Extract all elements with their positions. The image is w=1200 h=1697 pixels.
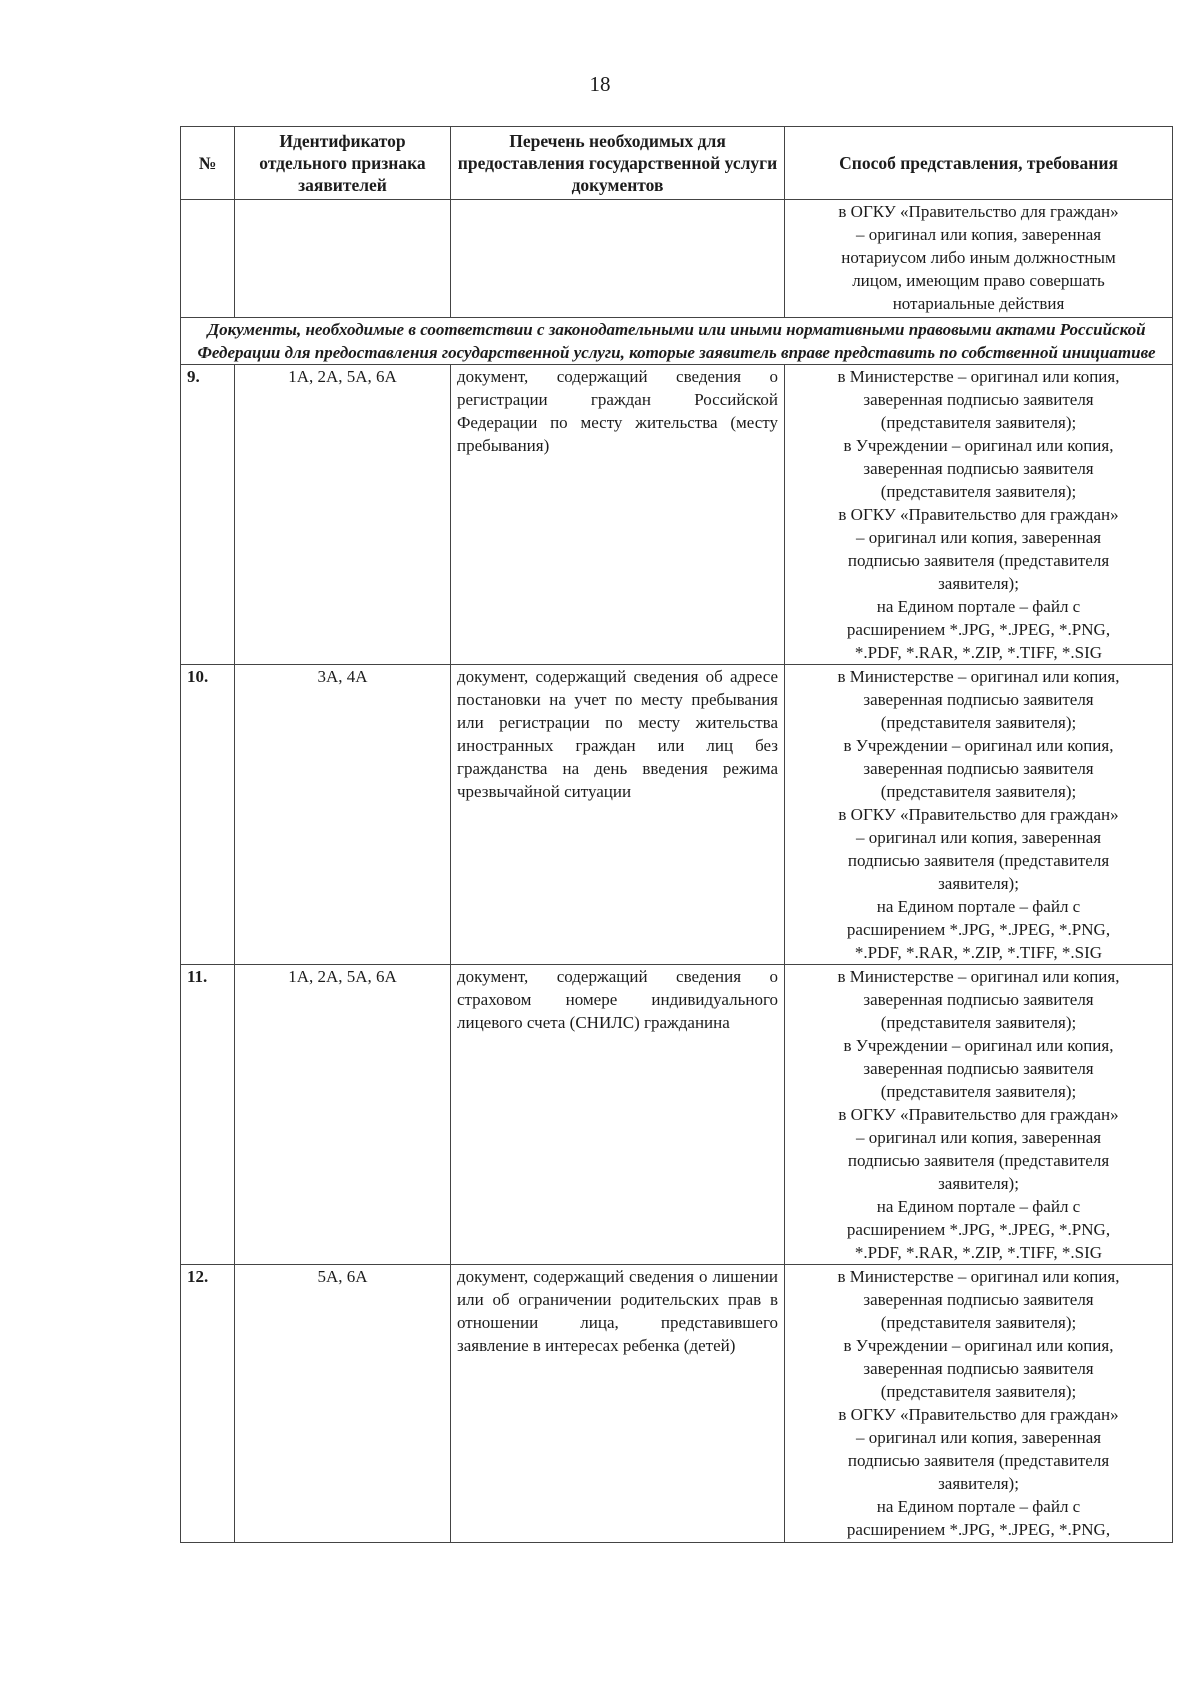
method-line: расширением *.JPG, *.JPEG, *.PNG, bbox=[846, 1520, 1111, 1539]
method-line: заверенная подписью заявителя bbox=[863, 690, 1094, 709]
method-line: в Учреждении – оригинал или копия, bbox=[843, 436, 1114, 455]
header-method: Способ представления, требования bbox=[785, 127, 1173, 200]
method-line: в Учреждении – оригинал или копия, bbox=[843, 1036, 1114, 1055]
method-line: заверенная подписью заявителя bbox=[863, 990, 1094, 1009]
section-heading: Документы, необходимые в соответствии с законодательными или иными нормативными правовыми актами Российской Федерации для предоставления государственной услуги, которые заявитель вправе представить по собственной инициативе bbox=[181, 318, 1173, 365]
header-identifier: Идентификатор отдельного признака заявителей bbox=[235, 127, 451, 200]
cell-identifier bbox=[235, 200, 451, 318]
row-identifiers: 1А, 2А, 5А, 6А bbox=[235, 965, 451, 1265]
method-line: в ОГКУ «Правительство для граждан» bbox=[838, 202, 1119, 221]
method-line: подписью заявителя (представителя bbox=[847, 1151, 1110, 1170]
method-line: заявителя); bbox=[938, 874, 1019, 893]
method-line: – оригинал или копия, заверенная bbox=[855, 1428, 1102, 1447]
method-line: в Учреждении – оригинал или копия, bbox=[843, 736, 1114, 755]
method-line: подписью заявителя (представителя bbox=[847, 851, 1110, 870]
row-number: 12. bbox=[181, 1265, 235, 1543]
row-method bbox=[785, 1265, 1173, 1543]
method-line: на Едином портале – файл с bbox=[876, 897, 1081, 916]
row-document: документ, содержащий сведения о лишении или об ограничении родительских прав в отношении лица, представившего заявление в интересах ребенка (детей) bbox=[451, 1265, 785, 1543]
method-line: заявителя); bbox=[938, 1474, 1019, 1493]
table-row bbox=[181, 965, 1173, 1265]
method-line: в Министерстве – оригинал или копия, bbox=[837, 1267, 1120, 1286]
method-line: лицом, имеющим право совершать bbox=[852, 271, 1105, 290]
method-line: в ОГКУ «Правительство для граждан» bbox=[838, 505, 1119, 524]
method-line: *.PDF, *.RAR, *.ZIP, *.TIFF, *.SIG bbox=[854, 943, 1103, 962]
row-method bbox=[785, 365, 1173, 665]
table-row bbox=[181, 1265, 1173, 1543]
method-line: заверенная подписью заявителя bbox=[863, 759, 1094, 778]
row-identifiers: 3А, 4А bbox=[235, 665, 451, 965]
method-line: заверенная подписью заявителя bbox=[863, 1359, 1094, 1378]
method-line: – оригинал или копия, заверенная bbox=[855, 528, 1102, 547]
table-header-row bbox=[181, 127, 1173, 200]
method-line: в Министерстве – оригинал или копия, bbox=[837, 667, 1120, 686]
method-line: заявителя); bbox=[938, 574, 1019, 593]
method-line: заверенная подписью заявителя bbox=[863, 390, 1094, 409]
method-line: расширением *.JPG, *.JPEG, *.PNG, bbox=[846, 920, 1111, 939]
row-number: 9. bbox=[181, 365, 235, 665]
row-document: документ, содержащий сведения о регистрации граждан Российской Федерации по месту жительства (месту пребывания) bbox=[451, 365, 785, 665]
method-line: в ОГКУ «Правительство для граждан» bbox=[838, 805, 1119, 824]
method-line: (представителя заявителя); bbox=[880, 482, 1077, 501]
method-line: (представителя заявителя); bbox=[880, 1382, 1077, 1401]
method-line: в Учреждении – оригинал или копия, bbox=[843, 1336, 1114, 1355]
page-number: 18 bbox=[589, 72, 611, 96]
table-row-continued bbox=[181, 200, 1173, 318]
row-identifiers: 1А, 2А, 5А, 6А bbox=[235, 365, 451, 665]
row-number: 11. bbox=[181, 965, 235, 1265]
documents-table bbox=[180, 126, 1173, 1543]
method-line: (представителя заявителя); bbox=[880, 1013, 1077, 1032]
method-line: *.PDF, *.RAR, *.ZIP, *.TIFF, *.SIG bbox=[854, 1243, 1103, 1262]
row-method bbox=[785, 965, 1173, 1265]
method-line: в Министерстве – оригинал или копия, bbox=[837, 967, 1120, 986]
method-line: нотариусом либо иным должностным bbox=[841, 248, 1116, 267]
row-method bbox=[785, 665, 1173, 965]
method-line: в Министерстве – оригинал или копия, bbox=[837, 367, 1120, 386]
row-document: документ, содержащий сведения об адресе постановки на учет по месту пребывания или регистрации по месту жительства иностранных граждан или лиц без гражданства на день введения режима чрезвычайной ситуации bbox=[451, 665, 785, 965]
method-line: заявителя); bbox=[938, 1174, 1019, 1193]
table-row bbox=[181, 365, 1173, 665]
cell-number bbox=[181, 200, 235, 318]
method-line: расширением *.JPG, *.JPEG, *.PNG, bbox=[846, 620, 1111, 639]
method-line: на Едином портале – файл с bbox=[876, 597, 1081, 616]
method-line: подписью заявителя (представителя bbox=[847, 551, 1110, 570]
method-line: заверенная подписью заявителя bbox=[863, 1290, 1094, 1309]
method-line: подписью заявителя (представителя bbox=[847, 1451, 1110, 1470]
method-line: *.PDF, *.RAR, *.ZIP, *.TIFF, *.SIG bbox=[854, 643, 1103, 662]
method-line: заверенная подписью заявителя bbox=[863, 1059, 1094, 1078]
cell-method bbox=[785, 200, 1173, 318]
cell-document bbox=[451, 200, 785, 318]
method-line: (представителя заявителя); bbox=[880, 782, 1077, 801]
row-identifiers: 5А, 6А bbox=[235, 1265, 451, 1543]
method-line: расширением *.JPG, *.JPEG, *.PNG, bbox=[846, 1220, 1111, 1239]
method-line: (представителя заявителя); bbox=[880, 1082, 1077, 1101]
method-line: нотариальные действия bbox=[892, 294, 1065, 313]
method-line: (представителя заявителя); bbox=[880, 1313, 1077, 1332]
method-line: на Едином портале – файл с bbox=[876, 1497, 1081, 1516]
table-row bbox=[181, 665, 1173, 965]
method-line: (представителя заявителя); bbox=[880, 713, 1077, 732]
header-documents: Перечень необходимых для предоставления государственной услуги документов bbox=[451, 127, 785, 200]
method-line: на Едином портале – файл с bbox=[876, 1197, 1081, 1216]
header-number: № bbox=[181, 127, 235, 200]
row-number: 10. bbox=[181, 665, 235, 965]
method-line: в ОГКУ «Правительство для граждан» bbox=[838, 1105, 1119, 1124]
method-line: в ОГКУ «Правительство для граждан» bbox=[838, 1405, 1119, 1424]
method-line: – оригинал или копия, заверенная bbox=[855, 1128, 1102, 1147]
section-heading-row bbox=[181, 318, 1173, 365]
method-line: (представителя заявителя); bbox=[880, 413, 1077, 432]
method-line: заверенная подписью заявителя bbox=[863, 459, 1094, 478]
method-line: – оригинал или копия, заверенная bbox=[855, 828, 1102, 847]
method-line: – оригинал или копия, заверенная bbox=[855, 225, 1102, 244]
row-document: документ, содержащий сведения о страховом номере индивидуального лицевого счета (СНИЛС) гражданина bbox=[451, 965, 785, 1265]
